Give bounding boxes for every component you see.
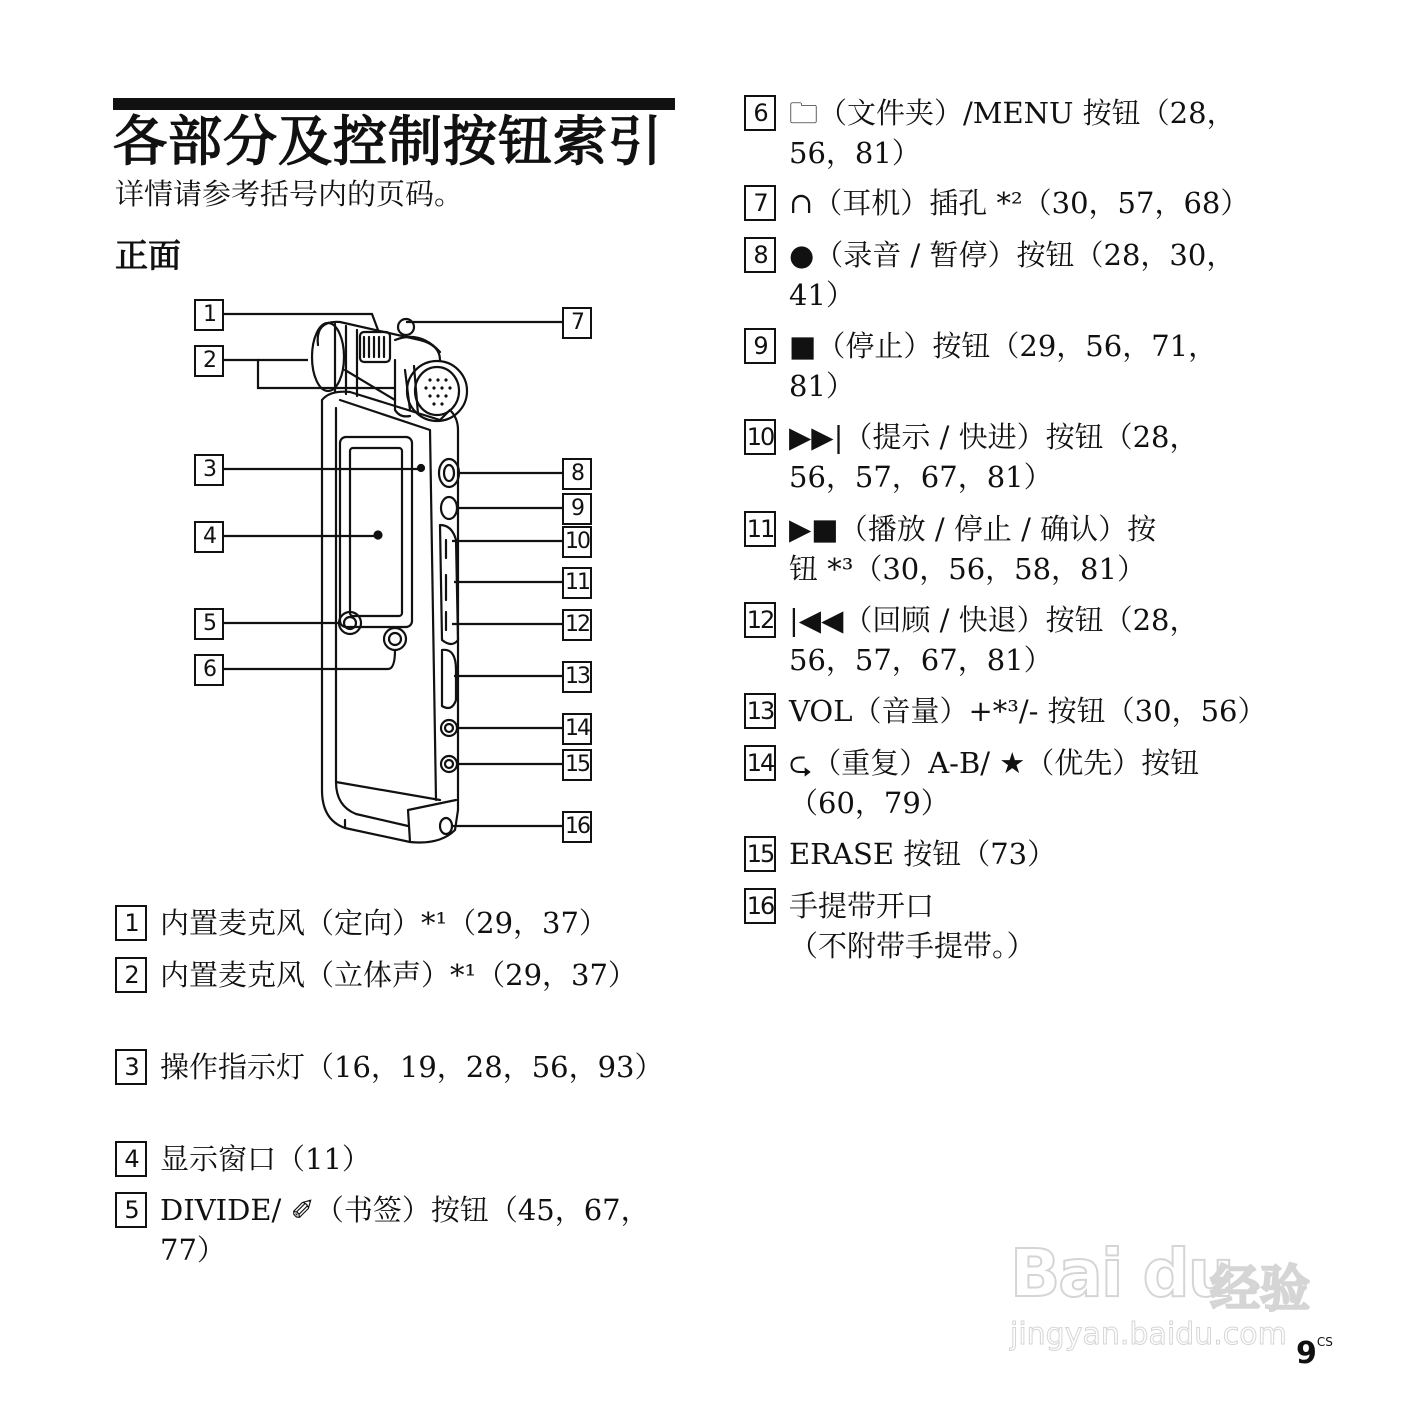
item-text: ■（停止）按钮（29，56，71， 81）: [789, 329, 1218, 403]
callout-16: 16: [562, 811, 592, 843]
item-text: 手提带开口 （不附带手提带。）: [789, 889, 1036, 963]
item-number: 15: [744, 836, 776, 872]
callout-12: 12: [562, 609, 592, 641]
item-number: 5: [115, 1192, 147, 1228]
callout-1: 1: [194, 299, 224, 331]
item-number: 14: [744, 745, 776, 781]
list-item: [744, 326, 1299, 406]
callout-15: 15: [562, 749, 592, 781]
item-number: 6: [744, 95, 776, 131]
item-number: 10: [744, 419, 776, 455]
list-item: [744, 183, 1299, 223]
list-item: [115, 903, 660, 943]
callout-10: 10: [562, 526, 592, 558]
list-item: [115, 1190, 660, 1270]
item-text: |◀◀（回顾 / 快退）按钮（28， 56，57，67，81）: [789, 603, 1199, 677]
item-number: 12: [744, 602, 776, 638]
item-number: 13: [744, 693, 776, 729]
callout-8: 8: [562, 458, 592, 490]
callout-14: 14: [562, 713, 592, 745]
item-text: VOL（音量）+*³/- 按钮（30，56）: [789, 694, 1267, 728]
item-text: ⮎（重复）A-B/ ★（优先）按钮 （60，79）: [789, 746, 1200, 820]
page-number-suffix: CS: [1316, 1335, 1333, 1349]
item-text: 显示窗口（11）: [160, 1142, 371, 1176]
watermark-brand: Bai du: [1010, 1235, 1233, 1312]
callout-9: 9: [562, 493, 592, 525]
list-item: [744, 600, 1299, 680]
page-number-value: 9: [1296, 1336, 1317, 1371]
item-text: ERASE 按钮（73）: [789, 837, 1057, 871]
item-text: ▶■（播放 / 停止 / 确认）按 钮 *³（30，56，58，81）: [789, 512, 1157, 586]
callout-3: 3: [194, 454, 224, 486]
item-text: 🗀（文件夹）/MENU 按钮（28， 56，81）: [789, 96, 1236, 170]
item-number: 16: [744, 888, 776, 924]
list-item: [744, 691, 1299, 731]
list-item: [115, 955, 660, 995]
list-item: [115, 1047, 664, 1087]
item-number: 7: [744, 185, 776, 221]
list-item: [115, 1139, 660, 1179]
item-number: 8: [744, 237, 776, 273]
list-item: [744, 417, 1299, 497]
callout-7: 7: [562, 307, 592, 339]
watermark-url: jingyan.baidu.com: [1010, 1317, 1287, 1352]
item-text: DIVIDE/ ✐（书签）按钮（45，67，77）: [160, 1193, 650, 1267]
item-text: ▶▶|（提示 / 快进）按钮（28， 56，57，67，81）: [789, 420, 1199, 494]
item-number: 9: [744, 328, 776, 364]
item-text: ∩（耳机）插孔 *²（30，57，68）: [789, 186, 1250, 220]
list-item: [744, 235, 1299, 315]
item-text: 内置麦克风（立体声）*¹（29，37）: [160, 958, 637, 992]
list-item: [744, 743, 1299, 823]
baidu-watermark: [1000, 1205, 1340, 1365]
page-subtitle: 详情请参考括号内的页码。: [115, 177, 464, 211]
page-number: [1296, 1336, 1333, 1371]
item-text: 内置麦克风（定向）*¹（29，37）: [160, 906, 608, 940]
list-item: [744, 509, 1299, 589]
list-item: [744, 834, 1299, 874]
item-number: 1: [115, 905, 147, 941]
page-title: 各部分及控制按钮索引: [113, 110, 663, 173]
item-text: ●（录音 / 暂停）按钮（28，30， 41）: [789, 238, 1236, 312]
list-item: [744, 93, 1299, 173]
section-heading: 正面: [115, 236, 181, 275]
callout-4: 4: [194, 521, 224, 553]
item-text: 操作指示灯（16，19，28，56，93）: [160, 1050, 664, 1084]
list-item: [744, 886, 1299, 966]
callout-13: 13: [562, 661, 592, 693]
item-number: 2: [115, 957, 147, 993]
callout-2: 2: [194, 345, 224, 377]
callout-11: 11: [562, 567, 592, 599]
watermark-label: 经验: [1210, 1260, 1310, 1318]
item-number: 3: [115, 1049, 147, 1085]
item-number: 4: [115, 1141, 147, 1177]
callout-5: 5: [194, 608, 224, 640]
callout-6: 6: [194, 654, 224, 686]
item-number: 11: [744, 511, 776, 547]
